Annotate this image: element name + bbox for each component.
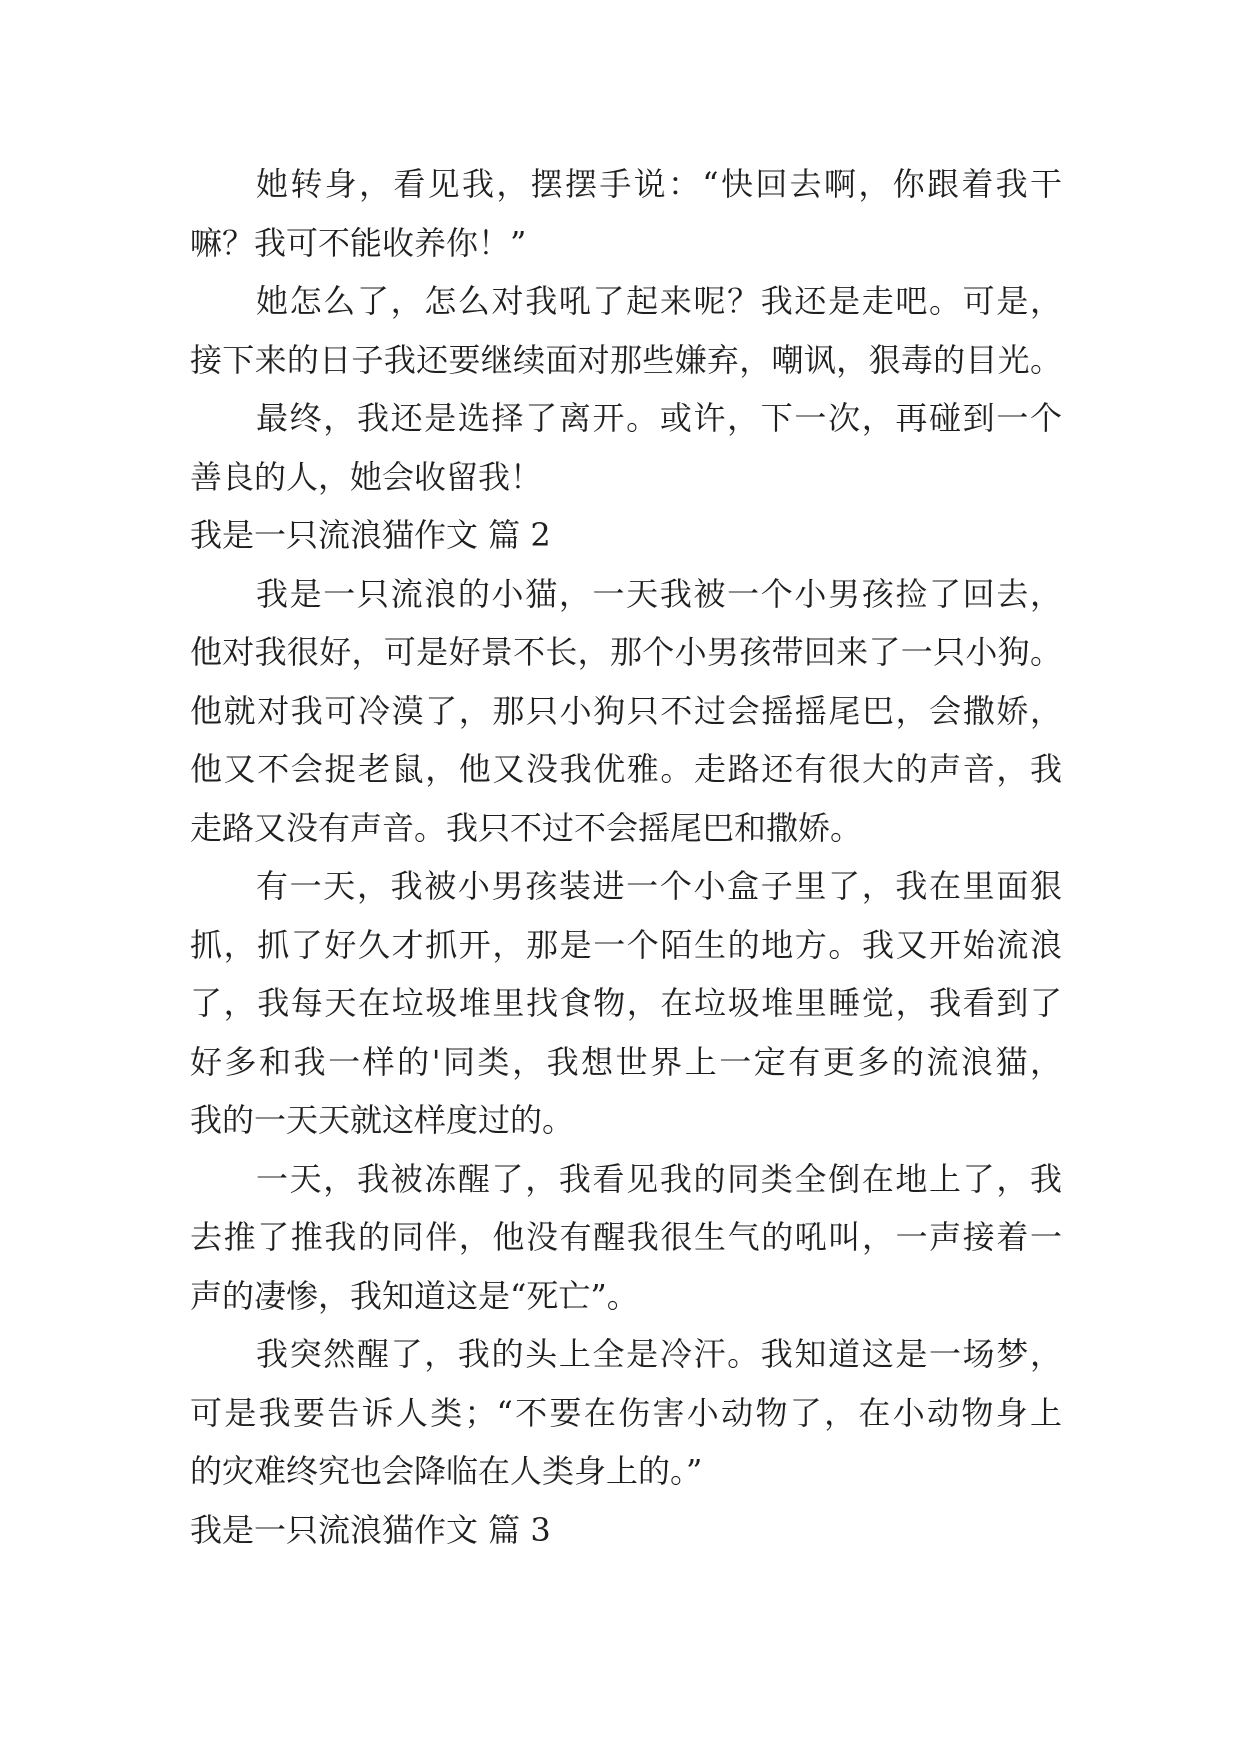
paragraph-line: 他又不会捉老鼠，他又没我优雅。走路还有很大的声音，我 [190, 750, 1062, 788]
section-title [190, 1501, 1062, 1560]
paragraph-line: 的灾难终究也会降临在人类身上的。” [190, 1452, 703, 1490]
paragraph-line: 嘛？我可不能收养你！” [190, 223, 527, 262]
paragraph [190, 1325, 1062, 1501]
paragraph-line: 他对我很好，可是好景不长，那个小男孩带回来了一只小狗。 [190, 633, 1062, 671]
paragraph-line: 有一天，我被小男孩装进一个小盒子里了，我在里面狠 [256, 867, 1062, 905]
paragraph-line: 声的凄惨，我知道这是“死亡”。 [190, 1276, 639, 1315]
paragraph [190, 565, 1062, 858]
paragraph-line: 善良的人，她会收留我！ [190, 457, 543, 496]
paragraph [190, 857, 1062, 1150]
paragraph-line: 走路又没有声音。我只不过不会摇尾巴和撒娇。 [190, 808, 863, 847]
paragraph-line: 她转身，看见我，摆摆手说：“快回去啊，你跟着我干 [256, 165, 1062, 203]
paragraph-line: 了，我每天在垃圾堆里找食物，在垃圾堆里睡觉，我看到了 [190, 984, 1062, 1022]
paragraph-line: 去推了推我的同伴，他没有醒我很生气的吼叫，一声接着一 [190, 1218, 1062, 1256]
document-body [190, 155, 1062, 1559]
paragraph-line: 他就对我可冷漠了，那只小狗只不过会摇摇尾巴，会撒娇， [190, 691, 1062, 730]
paragraph-line: 我的一天天就这样度过的。 [190, 1101, 575, 1139]
paragraph-line: 可是我要告诉人类；“不要在伤害小动物了，在小动物身上 [190, 1393, 1062, 1432]
paragraph [190, 272, 1062, 389]
paragraph-line: 我突然醒了，我的头上全是冷汗。我知道这是一场梦， [256, 1335, 1062, 1373]
paragraph-line: 我是一只流浪的小猫，一天我被一个小男孩捡了回去， [256, 574, 1062, 613]
paragraph [190, 1150, 1062, 1326]
section-title-text: 我是一只流浪猫作文 篇 2 [190, 516, 551, 554]
section-title-text: 我是一只流浪猫作文 篇 3 [190, 1510, 551, 1549]
paragraph-line: 最终，我还是选择了离开。或许，下一次，再碰到一个 [256, 399, 1062, 437]
paragraph-line: 一天，我被冻醒了，我看见我的同类全倒在地上了，我 [256, 1159, 1062, 1198]
paragraph [190, 155, 1062, 272]
paragraph-line: 抓，抓了好久才抓开，那是一个陌生的地方。我又开始流浪 [190, 925, 1062, 964]
paragraph [190, 389, 1062, 506]
paragraph-line: 好多和我一样的'同类，我想世界上一定有更多的流浪猫， [190, 1042, 1062, 1081]
section-title [190, 506, 1062, 565]
paragraph-line: 她怎么了，怎么对我吼了起来呢？我还是走吧。可是， [256, 282, 1062, 320]
paragraph-line: 接下来的日子我还要继续面对那些嫌弃，嘲讽，狠毒的目光。 [190, 340, 1062, 379]
